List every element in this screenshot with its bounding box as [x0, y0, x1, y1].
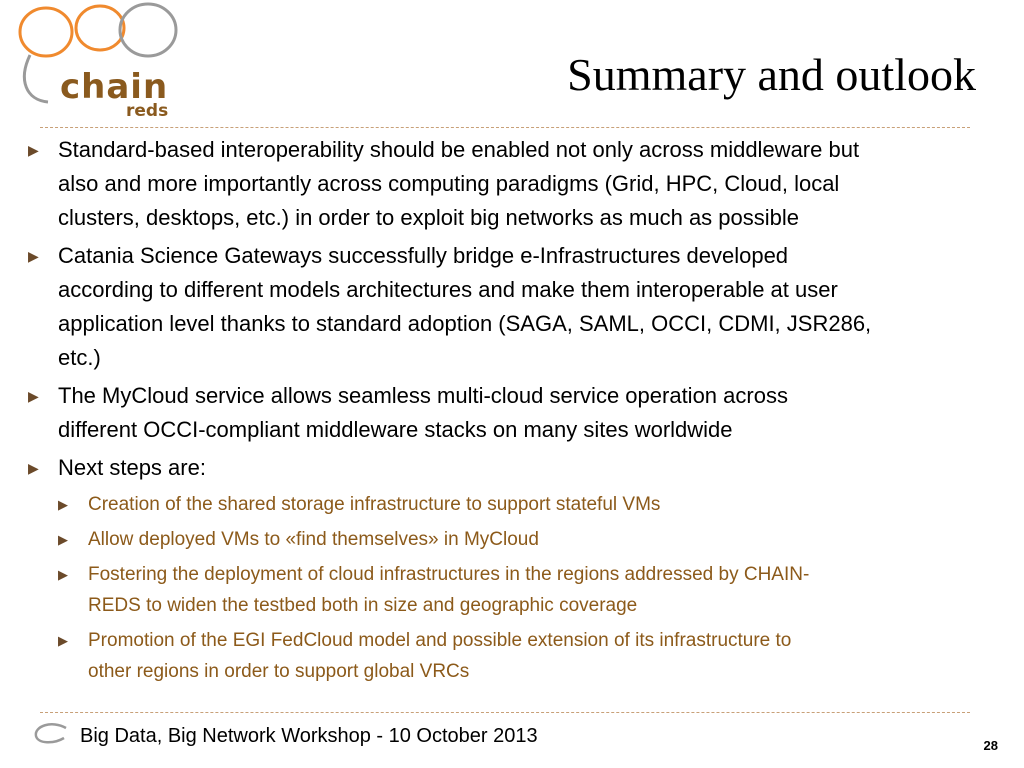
bullet-line: etc.) — [58, 345, 101, 370]
subbullet-item — [28, 625, 1008, 687]
subbullet-line: Creation of the shared storage infrastructure to support stateful VMs — [88, 494, 661, 515]
triangle-bullet-icon: ▶ — [28, 248, 39, 264]
subbullet-line: other regions in order to support global VRCs — [88, 661, 470, 682]
bullet-line: Standard-based interoperability should be enabled not only across middleware but — [58, 137, 860, 162]
triangle-bullet-icon: ▶ — [58, 497, 68, 512]
bullet-line: different OCCI-compliant middleware stacks on many sites worldwide — [58, 417, 733, 442]
triangle-bullet-icon: ▶ — [28, 142, 39, 158]
subbullet-line: Fostering the deployment of cloud infrastructures in the regions addressed by CHAIN- — [88, 564, 810, 585]
bullet-line: application level thanks to standard adoption (SAGA, SAML, OCCI, CDMI, JSR286, — [58, 311, 872, 336]
footer-text: Big Data, Big Network Workshop - 10 October 2013 — [80, 725, 538, 747]
triangle-bullet-icon: ▶ — [28, 388, 39, 404]
slide-title: Summary and outlook — [567, 49, 976, 100]
triangle-bullet-icon: ▶ — [28, 460, 39, 476]
bullet-line: Next steps are: — [58, 455, 206, 480]
bottom-divider — [40, 712, 970, 713]
subbullet-item — [28, 524, 1008, 555]
triangle-bullet-icon: ▶ — [58, 532, 68, 547]
chain-reds-logo — [8, 0, 183, 125]
bullet-item — [28, 451, 1008, 485]
triangle-bullet-icon: ▶ — [58, 567, 68, 582]
subbullet-line: Allow deployed VMs to «find themselves» in MyCloud — [88, 529, 539, 550]
bullet-item — [28, 379, 1008, 447]
triangle-bullet-icon: ▶ — [58, 633, 68, 648]
bullet-line: according to different models architectures and make them interoperable at user — [58, 277, 838, 302]
slide-content — [28, 133, 1008, 691]
bullet-line: The MyCloud service allows seamless multi-cloud service operation across — [58, 383, 788, 408]
bullet-line: Catania Science Gateways successfully bridge e-Infrastructures developed — [58, 243, 789, 268]
bullet-item — [28, 133, 1008, 235]
bullet-line: clusters, desktops, etc.) in order to exploit big networks as much as possible — [58, 205, 800, 230]
bullet-item — [28, 239, 1008, 375]
logo-wordmark: chain — [60, 67, 169, 107]
logo-subword: reds — [126, 101, 169, 121]
footer-swoosh-icon — [30, 722, 70, 746]
subbullet-item — [28, 489, 1008, 520]
bullet-line: also and more importantly across computing paradigms (Grid, HPC, Cloud, local — [58, 171, 840, 196]
page-number: 28 — [983, 738, 998, 753]
subbullet-line: REDS to widen the testbed both in size and geographic coverage — [88, 595, 638, 616]
subbullet-line: Promotion of the EGI FedCloud model and possible extension of its infrastructure to — [88, 630, 792, 651]
top-divider — [40, 127, 970, 128]
subbullet-item — [28, 559, 1008, 621]
